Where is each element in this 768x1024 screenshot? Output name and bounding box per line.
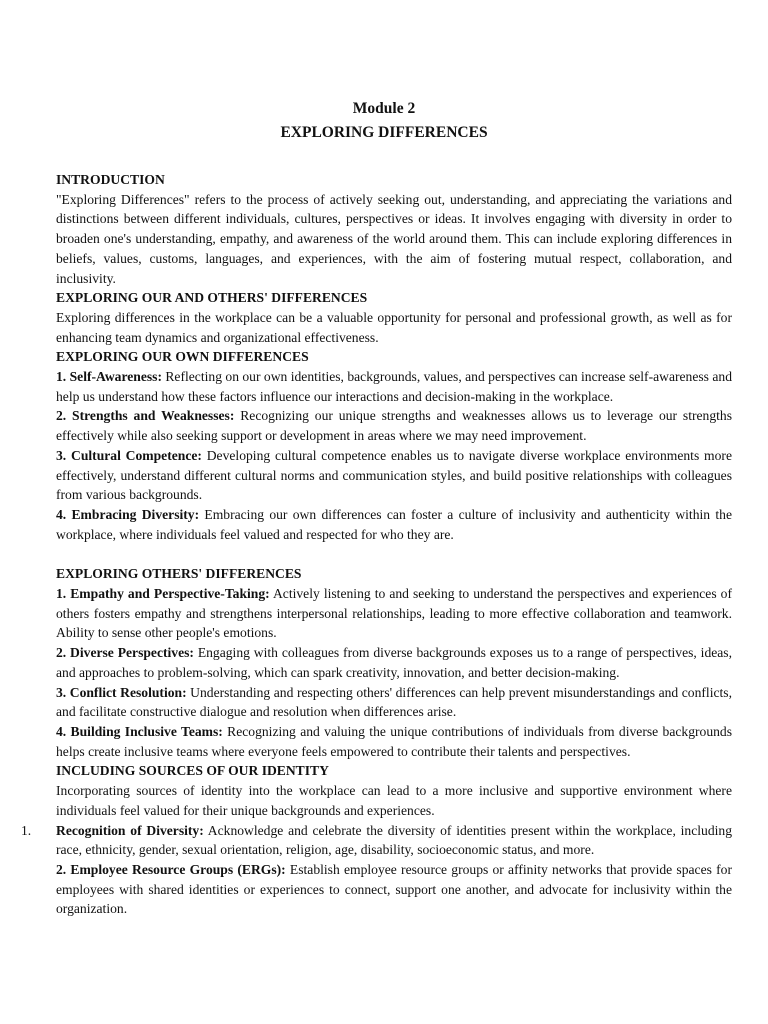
list-item xyxy=(56,446,732,505)
item-lead: 4. Building Inclusive Teams: xyxy=(56,723,223,739)
item-text: Embracing our own differences can foster a culture of inclusivity and authenticity within the workplace, where individuals feel valued and respected for who they are. xyxy=(56,506,732,542)
section-heading-own-differences: EXPLORING OUR OWN DIFFERENCES xyxy=(56,349,309,365)
list-item xyxy=(56,505,732,544)
item-text: Establish employee resource groups or affinity networks that provide spaces for employees with shared identities or experiences to connect, support one another, and advocate for inclusivity within the organization. xyxy=(56,861,732,917)
our-and-others-paragraph: Exploring differences in the workplace can be a valuable opportunity for personal and professional growth, as well as for enhancing team dynamics and organizational effectiveness. xyxy=(56,309,732,345)
list-item xyxy=(56,683,732,722)
item-lead: 1. Empathy and Perspective-Taking: xyxy=(56,586,270,602)
list-item xyxy=(56,406,732,445)
list-item xyxy=(56,860,732,919)
module-number: Module 2 xyxy=(352,100,416,117)
item-lead: 2. Strengths and Weaknesses: xyxy=(56,408,235,424)
list-item xyxy=(56,643,732,682)
list-number: 1. xyxy=(21,822,32,838)
list-item xyxy=(56,584,732,643)
item-lead: 2. Employee Resource Groups (ERGs): xyxy=(56,861,286,877)
item-lead: 1. Self-Awareness: xyxy=(56,369,162,385)
section-heading-sources-of-identity: INCLUDING SOURCES OF OUR IDENTITY xyxy=(56,763,329,779)
section-heading-others-differences: EXPLORING OTHERS' DIFFERENCES xyxy=(56,566,302,582)
list-item xyxy=(21,821,732,860)
item-text: Developing cultural competence enables us to navigate diverse workplace environments more effectively, understand different cultural norms and communication styles, and build positive relationships with colleagues from various backgrounds. xyxy=(56,447,732,503)
item-text: Reflecting on our own identities, backgrounds, values, and perspectives can increase self-awareness and help us understand how these factors influence our interactions and decision-making in the workplace. xyxy=(56,369,732,404)
blank-line xyxy=(56,544,732,564)
item-lead: 4. Embracing Diversity: xyxy=(56,506,200,522)
item-text: Recognizing our unique strengths and weaknesses allows us to leverage our strengths effectively while also seeking support or development in areas where we may need improvement. xyxy=(56,408,733,444)
item-text: Actively listening to and seeking to understand the perspectives and experiences of others fosters empathy and strengthens interpersonal relationships, leading to more effective collaboration and teamwork. Ability to sense other people's emotions. xyxy=(56,586,732,641)
item-lead: Recognition of Diversity: xyxy=(56,822,204,838)
item-lead: 2. Diverse Perspectives: xyxy=(56,645,194,661)
section-heading-introduction: INTRODUCTION xyxy=(56,172,165,187)
item-lead: 3. Conflict Resolution: xyxy=(56,684,187,700)
item-lead: 3. Cultural Competence: xyxy=(56,447,202,463)
item-text: Acknowledge and celebrate the diversity of identities present within the workplace, including race, ethnicity, gender, sexual orientation, religion, age, disability, socioeconomic status, and more. xyxy=(56,822,732,858)
introduction-paragraph: "Exploring Differences" refers to the process of actively seeking out, understanding, and appreciating the variations and distinctions between different individuals, cultures, perspectives or ideas. It involves engaging with diversity in order to broaden one's understanding, empathy, and awareness of the world around them. This can include exploring differences in beliefs, values, customs, languages, and experiences, with the aim of fostering mutual respect, collaboration, and inclusivity. xyxy=(56,191,732,286)
list-item xyxy=(56,367,732,406)
sources-paragraph: Incorporating sources of identity into the workplace can lead to a more inclusive and supportive environment where individuals feel valued for their unique backgrounds and experiences. xyxy=(56,783,732,818)
page-title: EXPLORING DIFFERENCES xyxy=(280,124,488,141)
section-heading-our-and-others: EXPLORING OUR AND OTHERS' DIFFERENCES xyxy=(56,290,368,306)
document-body xyxy=(21,170,733,919)
item-text: Understanding and respecting others' differences can help prevent misunderstandings and conflicts, and facilitate constructive dialogue and resolution when differences arise. xyxy=(56,684,732,720)
list-item xyxy=(56,722,732,761)
item-text: Recognizing and valuing the unique contributions of individuals from diverse backgrounds helps create inclusive teams where everyone feels empowered to contribute their talents and perspectives. xyxy=(56,723,732,759)
item-text: Engaging with colleagues from diverse backgrounds exposes us to a range of perspectives, ideas, and approaches to problem-solving, which can spark creativity, innovation, and better decision-making. xyxy=(56,645,732,680)
